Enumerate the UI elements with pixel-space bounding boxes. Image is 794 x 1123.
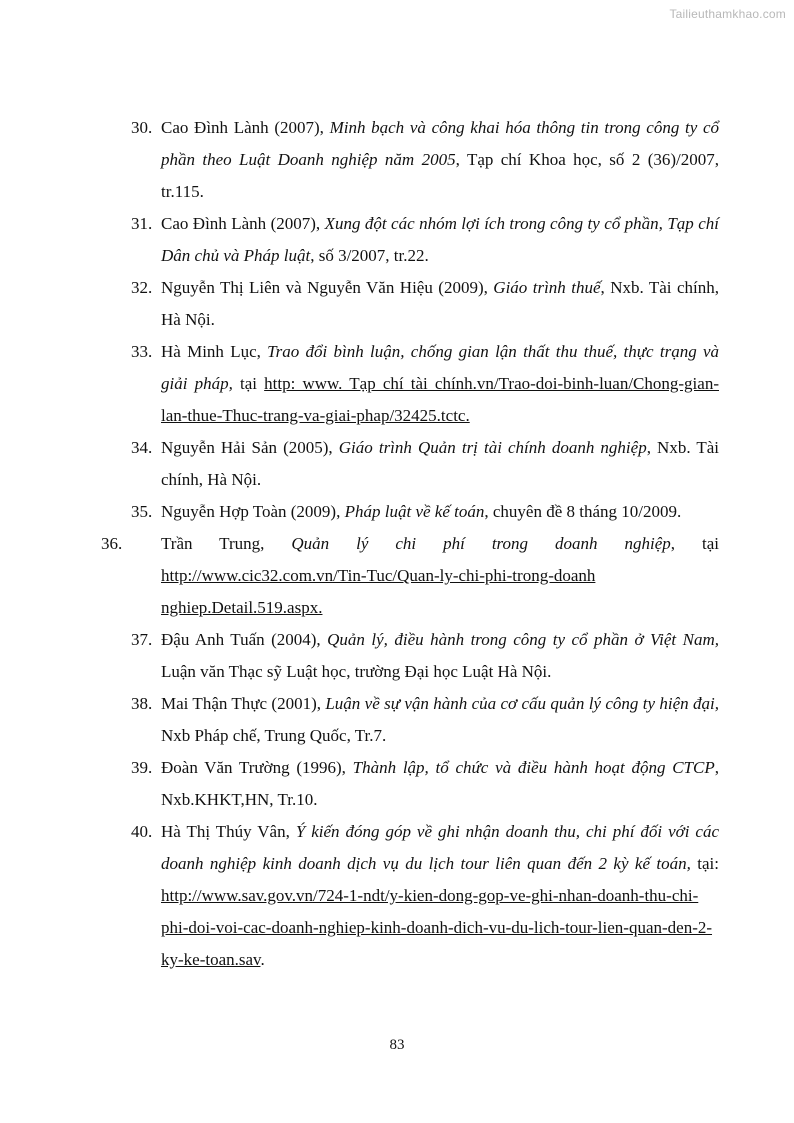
page-number: 83 xyxy=(389,1037,405,1053)
reference-title: Giáo trình Quản trị tài chính doanh nghiệp xyxy=(338,438,647,457)
reference-item xyxy=(131,112,719,208)
reference-end: . xyxy=(260,950,265,969)
reference-number: 30. xyxy=(131,118,153,137)
reference-link[interactable]: http://www.cic32.com.vn/Tin-Tuc/Quan-ly-chi-phi-trong-doanh nghiep.Detail.519.aspx. xyxy=(161,566,596,617)
reference-source: , Nxb.KHKT,HN, Tr.10. xyxy=(161,758,719,809)
reference-number: 40. xyxy=(131,822,153,841)
reference-title: Minh bạch và công khai hóa thông tin trong công ty cổ phần theo Luật Doanh nghiệp năm 2005 xyxy=(161,118,719,169)
reference-author: Cao Đình Lành (2007), xyxy=(161,214,325,233)
reference-source: Nxb Pháp chế, Trung Quốc, Tr.7. xyxy=(161,726,387,745)
reference-source: , Tạp chí Khoa học, số 2 (36)/2007, tr.115. xyxy=(161,150,719,201)
reference-author: Nguyễn Hải Sản (2005), xyxy=(161,438,339,457)
reference-author: Đoàn Văn Trường (1996), xyxy=(161,758,353,777)
reference-source: , số 3/2007, tr.22. xyxy=(310,246,429,265)
reference-author: Cao Đình Lành (2007), xyxy=(161,118,330,137)
reference-list xyxy=(101,112,720,976)
reference-title: Quản lý chi phí trong doanh nghiệp xyxy=(291,534,671,553)
reference-number: 37. xyxy=(131,630,153,649)
reference-item xyxy=(131,624,719,688)
reference-source: tại xyxy=(232,374,265,393)
reference-item xyxy=(131,432,719,496)
reference-title: Pháp luật về kế toán xyxy=(344,502,485,521)
reference-link[interactable]: http: www. Tạp chí tài chính.vn/Trao-doi-binh-luan/Chong-gian-lan-thue-Thuc-trang-va-giai-phap/32425.tctc. xyxy=(161,374,719,425)
reference-author: Hà Thị Thúy Vân, xyxy=(161,822,296,841)
reference-item xyxy=(101,528,720,624)
reference-item xyxy=(131,208,719,272)
reference-item xyxy=(131,496,719,528)
reference-title: Trao đổi bình luận, chống gian lận thất thu thuế, thực trạng và giải pháp, xyxy=(161,342,720,393)
watermark: Tailieuthamkhao.com xyxy=(669,7,786,21)
reference-number: 39. xyxy=(131,758,153,777)
reference-number: 35. xyxy=(131,502,153,521)
reference-source: Luận văn Thạc sỹ Luật học, trường Đại học Luật Hà Nội. xyxy=(161,662,552,681)
reference-source: , chuyên đề 8 tháng 10/2009. xyxy=(484,502,682,521)
reference-author: Đậu Anh Tuấn (2004), xyxy=(161,630,328,649)
reference-title: Xung đột các nhóm lợi ích trong công ty cổ phần, Tạp chí Dân chủ và Pháp luật xyxy=(161,214,719,265)
reference-author: Hà Minh Lục, xyxy=(161,342,268,361)
reference-link[interactable]: http://www.sav.gov.vn/724-1-ndt/y-kien-dong-gop-ve-ghi-nhan-doanh-thu-chi-phi-doi-voi-cac-doanh-nghiep-kinh-doanh-dich-vu-du-lich-tour-lien-quan-den-2-ky-ke-toan.sav xyxy=(161,886,713,969)
reference-source: tại: xyxy=(690,854,720,873)
reference-item xyxy=(131,688,719,752)
reference-author: Nguyễn Thị Liên và Nguyễn Văn Hiệu (2009), xyxy=(161,278,494,297)
reference-item xyxy=(131,752,719,816)
reference-number: 34. xyxy=(131,438,153,457)
reference-author: Trần Trung, xyxy=(161,534,292,553)
reference-number: 33. xyxy=(131,342,153,361)
reference-number: 36. xyxy=(101,534,123,553)
reference-title: Ý kiến đóng góp về ghi nhận doanh thu, chi phí đối với các doanh nghiệp kinh doanh dịch vụ du lịch tour liên quan đến 2 kỳ kế toán, xyxy=(161,822,720,873)
reference-source: , tại xyxy=(670,534,720,553)
reference-first-line xyxy=(101,528,720,560)
reference-item xyxy=(131,816,719,976)
reference-number: 38. xyxy=(131,694,153,713)
reference-source: , Nxb. Tài chính, Hà Nội. xyxy=(161,278,719,329)
reference-title: Thành lập, tổ chức và điều hành hoạt động CTCP xyxy=(352,758,715,777)
reference-number: 32. xyxy=(131,278,153,297)
reference-title: Luận về sự vận hành của cơ cấu quản lý công ty hiện đại, xyxy=(325,694,719,713)
reference-source: , Nxb. Tài chính, Hà Nội. xyxy=(161,438,720,489)
reference-item xyxy=(131,336,719,432)
reference-number: 31. xyxy=(131,214,153,233)
reference-title: Giáo trình thuế xyxy=(493,278,601,297)
reference-author: Nguyễn Hợp Toàn (2009), xyxy=(161,502,345,521)
reference-author: Mai Thận Thực (2001), xyxy=(161,694,326,713)
reference-title: Quản lý, điều hành trong công ty cổ phần ở Việt Nam, xyxy=(327,630,719,649)
reference-item xyxy=(131,272,719,336)
